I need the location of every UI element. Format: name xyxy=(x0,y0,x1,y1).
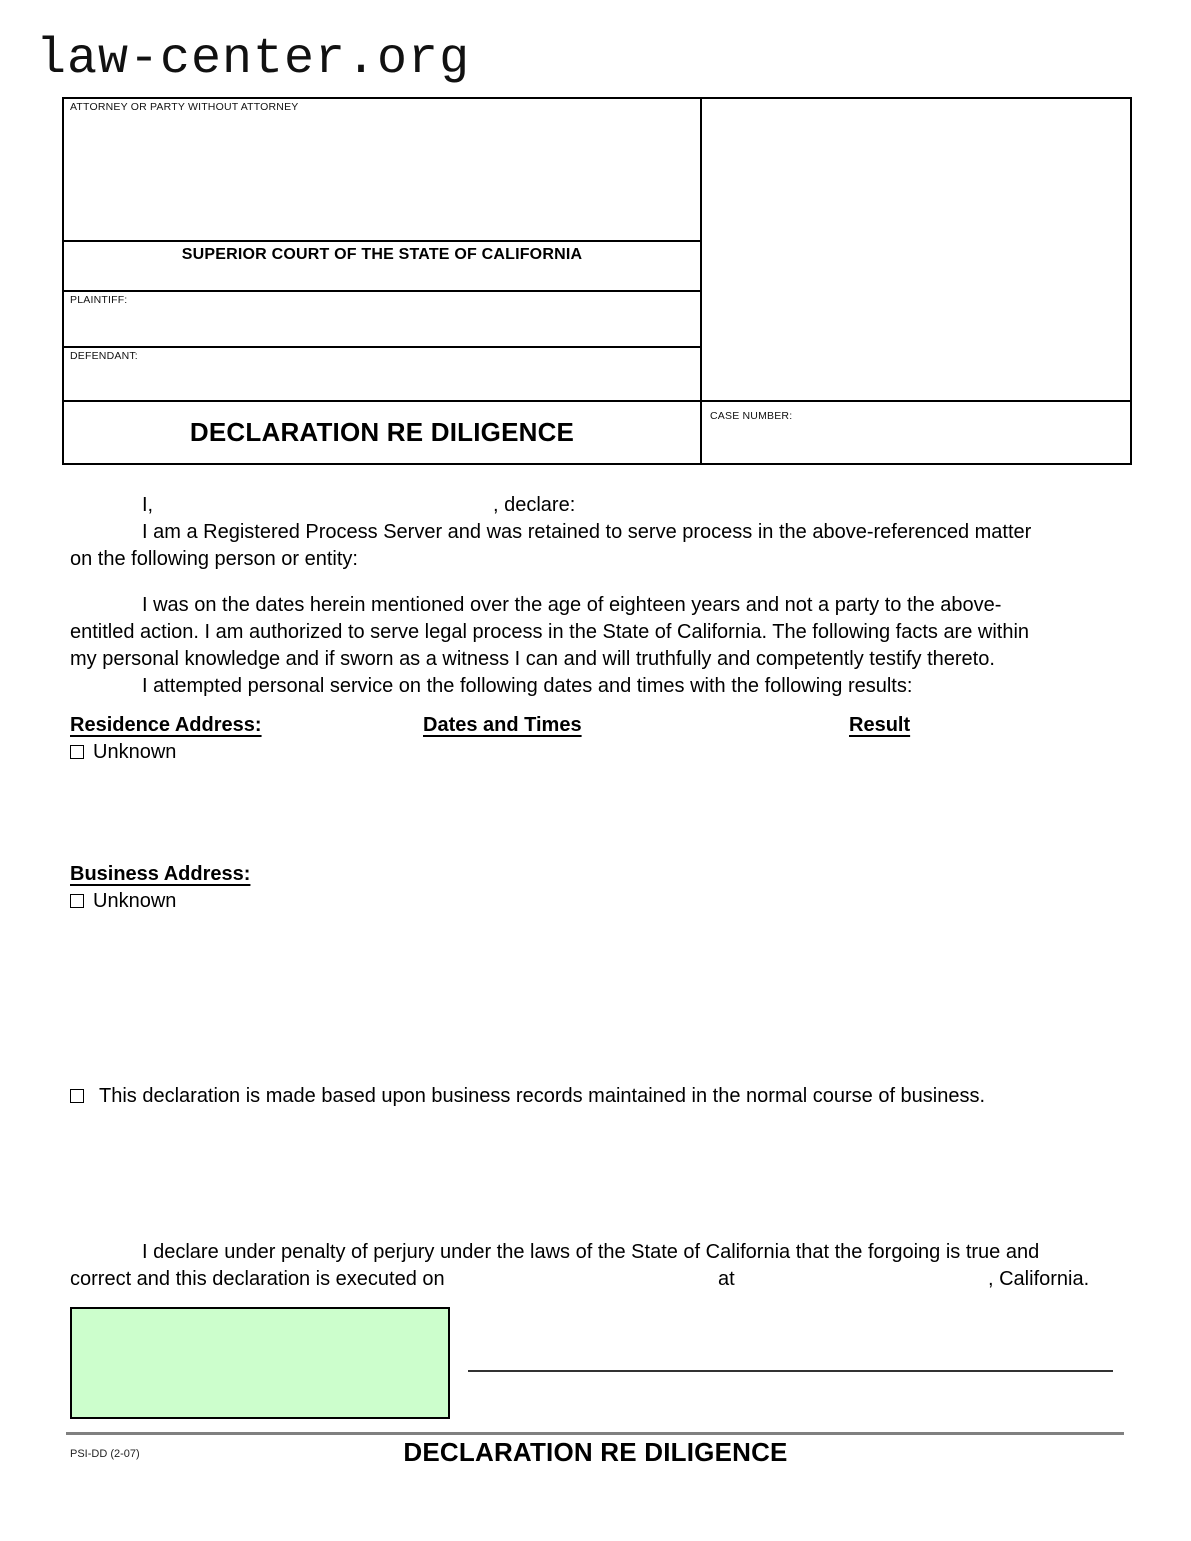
registered-paragraph-line1: I am a Registered Process Server and was retained to serve process in the above-referenced matter xyxy=(142,521,1032,543)
defendant-field[interactable] xyxy=(64,346,700,400)
perjury-line2-suffix: , California. xyxy=(988,1268,1090,1290)
stamp-area[interactable] xyxy=(70,1307,450,1419)
registered-paragraph-line2: on the following person or entity: xyxy=(70,548,358,570)
residence-unknown-label: Unknown xyxy=(93,741,177,763)
business-records-row xyxy=(70,1083,985,1110)
case-number-field[interactable] xyxy=(702,400,1130,463)
declarant-line-prefix: I, xyxy=(142,494,154,516)
form-number: PSI-DD (2-07) xyxy=(70,1448,140,1460)
execution-place-field[interactable] xyxy=(748,1266,978,1292)
signature-line[interactable] xyxy=(468,1370,1113,1372)
declarant-line-suffix: , declare: xyxy=(493,494,576,516)
caption-left-column xyxy=(64,99,702,463)
attorney-label: ATTORNEY OR PARTY WITHOUT ATTORNEY xyxy=(70,101,299,113)
case-number-label: CASE NUMBER: xyxy=(710,410,793,422)
qualifications-line1: I was on the dates herein mentioned over the age of eighteen years and not a party to the above- xyxy=(142,594,1002,616)
business-unknown-checkbox[interactable] xyxy=(70,894,84,908)
business-address-header: Business Address: xyxy=(70,863,251,885)
qualifications-line2: entitled action. I am authorized to serve legal process in the State of California. The following facts are within xyxy=(70,621,1030,643)
dates-times-header: Dates and Times xyxy=(423,714,582,736)
residence-address-header: Residence Address: xyxy=(70,714,262,736)
residence-attempts-field[interactable] xyxy=(70,766,1110,854)
footer-form-title: DECLARATION RE DILIGENCE xyxy=(403,1437,788,1467)
perjury-line1: I declare under penalty of perjury under the laws of the State of California that the forgoing is true and xyxy=(142,1241,1040,1263)
perjury-line2-prefix: correct and this declaration is executed on xyxy=(70,1268,445,1290)
perjury-line2-at: at xyxy=(718,1268,735,1290)
execution-date-field[interactable] xyxy=(505,1266,705,1292)
result-header: Result xyxy=(849,714,911,736)
court-address-field[interactable] xyxy=(702,99,1130,400)
plaintiff-field[interactable] xyxy=(64,290,700,346)
business-records-label: This declaration is made based upon business records maintained in the normal course of business. xyxy=(99,1085,986,1107)
form-title: DECLARATION RE DILIGENCE xyxy=(64,400,700,463)
plaintiff-label: PLAINTIFF: xyxy=(70,294,128,306)
attempted-service-line: I attempted personal service on the following dates and times with the following results: xyxy=(142,675,913,697)
court-title: SUPERIOR COURT OF THE STATE OF CALIFORNIA xyxy=(181,246,583,263)
residence-unknown-checkbox[interactable] xyxy=(70,745,84,759)
business-unknown-row xyxy=(70,888,176,915)
business-records-checkbox[interactable] xyxy=(70,1089,84,1103)
attorney-field[interactable] xyxy=(64,99,700,240)
declarant-name-field[interactable] xyxy=(168,492,488,518)
caption-table xyxy=(62,97,1132,465)
business-unknown-label: Unknown xyxy=(93,890,177,912)
defendant-label: DEFENDANT: xyxy=(70,350,138,362)
business-attempts-field[interactable] xyxy=(70,915,1110,1065)
footer-divider xyxy=(66,1432,1124,1435)
site-logo: law-center.org xyxy=(36,31,471,88)
caption-right-column xyxy=(702,99,1130,463)
residence-unknown-row xyxy=(70,739,176,766)
court-title-row xyxy=(64,240,700,290)
qualifications-line3: my personal knowledge and if sworn as a witness I can and will truthfully and competently testify thereto. xyxy=(70,648,995,670)
